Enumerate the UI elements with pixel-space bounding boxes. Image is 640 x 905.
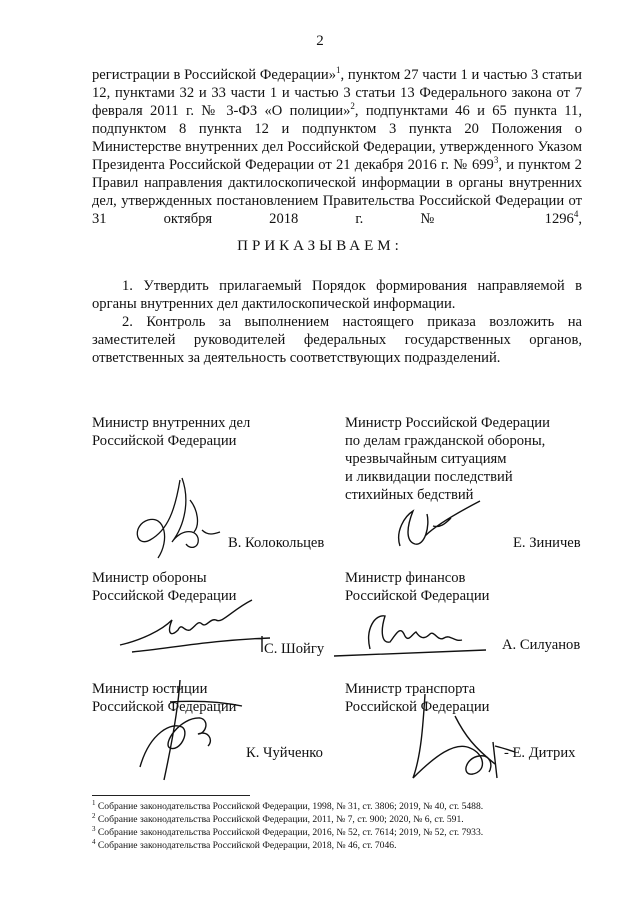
footnote-1: $^1$ Собрание законодательства Российской Федерации, 1998, № 31, ст. 3806; 2019, № 40, ст. 5488. — [92, 798, 484, 812]
footnote-divider — [92, 795, 250, 796]
signatory-3-title: Министр обороны Российской Федерации — [92, 570, 237, 604]
signature-siluanov — [330, 604, 490, 664]
footnote-2: $^2$ Собрание законодательства Российской Федерации, 2011, № 7, ст. 900; 2020, № 6, ст. 591. — [92, 811, 464, 825]
page-number: 2 — [316, 33, 324, 49]
signature-kolokoltsev — [120, 470, 230, 565]
footnote-4: $^4$ Собрание законодательства Российской Федерации, 2018, № 46, ст. 7046. — [92, 837, 397, 851]
signatory-3-name: С. Шойгу — [264, 641, 325, 657]
signature-shoigu — [112, 590, 282, 660]
signatory-1-title: Министр внутренних дел Российской Федерации — [92, 415, 251, 449]
order-item-1: 1. Утвердить прилагаемый Порядок формирования направляемой в органы внутренних дел дактилоскопической информации. — [92, 278, 582, 312]
intro-text-5: , — [578, 211, 582, 227]
order-item-2: 2. Контроль за выполнением настоящего приказа возложить на заместителей руководителей федеральных государственных органов, ответственных за деятельность соответствующих подразделений. — [92, 314, 582, 366]
signature-zinichev — [385, 496, 495, 556]
footnote-3: $^3$ Собрание законодательства Российской Федерации, 2016, № 52, ст. 7614; 2019, № 52, ст. 7933. — [92, 824, 484, 838]
footnote-ref-2: 2 — [350, 101, 355, 112]
signatory-5-title: Министр юстиции Российской Федерации — [92, 681, 237, 715]
signature-ditrikh — [395, 686, 520, 788]
intro-text-2: , пунктом 27 части 1 и частью 3 статьи 12, пунктами 32 и 33 части 1 и частью 3 статьи 13 Федерального закона от 7 февраля 2011 г. № 3-ФЗ «О полиции» — [92, 67, 582, 119]
footnote-ref-1: 1 — [336, 65, 341, 76]
signatory-4-title: Министр финансов Российской Федерации — [345, 570, 490, 604]
signatory-6-name: - Е. Дитрих — [504, 745, 576, 761]
intro-text-4: , и пунктом 2 Правил направления дактилоскопической информации в органы внутренних дел, утвержденных постановлением Правительства Российской Федерации от 31 октября 2018 г. № 1296 — [92, 157, 582, 227]
intro-paragraph — [92, 66, 582, 228]
intro-text-1: регистрации в Российской Федерации» — [92, 67, 337, 83]
signatory-6-title: Министр транспорта Российской Федерации — [345, 681, 490, 715]
signatory-1-name: В. Колокольцев — [228, 535, 325, 551]
footnote-ref-4: 4 — [573, 209, 579, 220]
signature-chuychenko — [110, 672, 250, 787]
order-heading: ПРИКАЗЫВАЕМ: — [237, 238, 403, 254]
footnote-ref-3: 3 — [493, 155, 499, 166]
footnotes — [92, 800, 592, 852]
signatory-4-name: А. Силуанов — [502, 637, 581, 653]
signatory-2-title: Министр Российской Федерации по делам гражданской обороны, чрезвычайным ситуациям и ликвидации последствий стихийных бедствий — [345, 415, 550, 503]
signatory-5-name: К. Чуйченко — [246, 745, 323, 761]
signatory-2-name: Е. Зиничев — [513, 535, 581, 551]
intro-text-3: , подпунктами 46 и 65 пункта 11, подпунктом 8 пункта 12 и подпунктом 3 пункта 20 Положения о Министерстве внутренних дел Российской Федерации, утвержденного Указом Президента Российской Федерации от 21 декабря 2016 г. № 699 — [92, 103, 582, 173]
